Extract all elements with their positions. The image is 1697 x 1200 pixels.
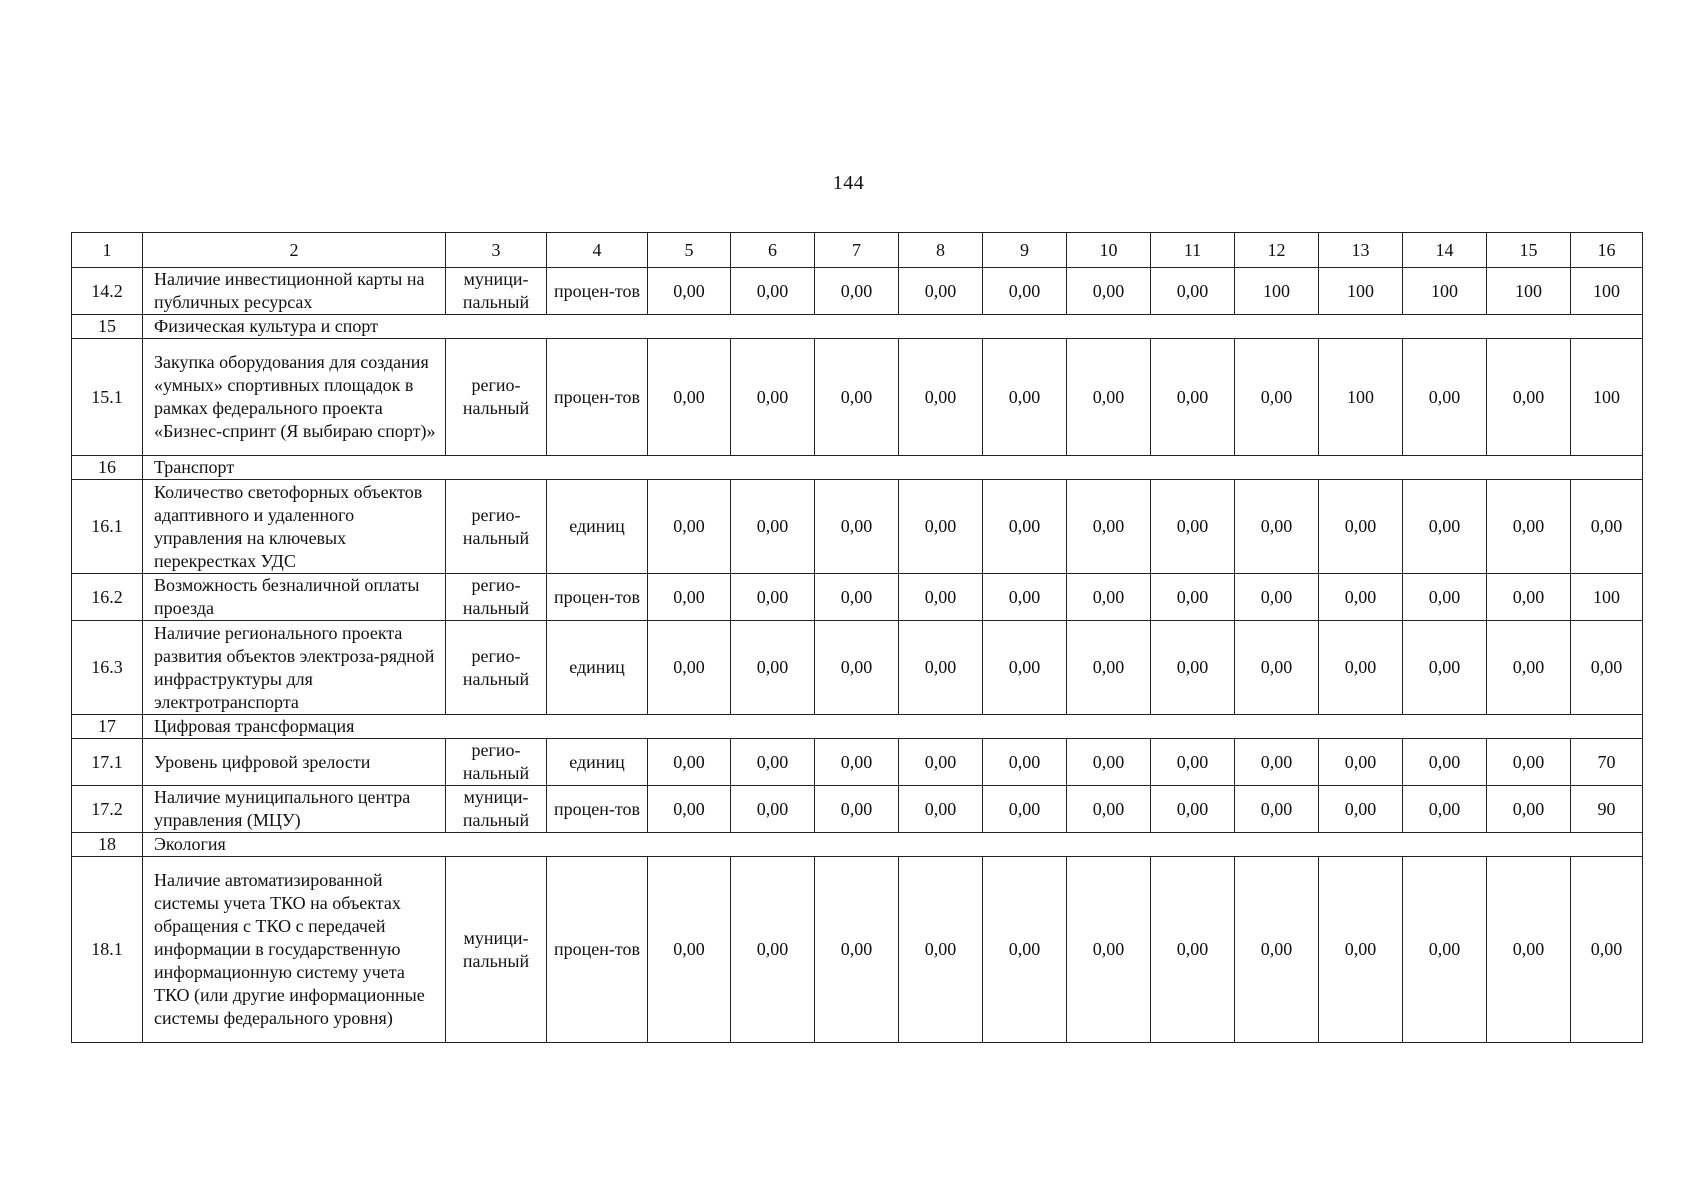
indicator-level: муници-пальный bbox=[446, 786, 547, 833]
value-cell: 0,00 bbox=[1403, 786, 1487, 833]
column-header: 11 bbox=[1151, 233, 1235, 268]
value-cell: 0,00 bbox=[983, 480, 1067, 574]
value-cell: 0,00 bbox=[815, 268, 899, 315]
value-cell: 0,00 bbox=[731, 621, 815, 715]
indicator-name: Наличие инвестиционной карты на публичных ресурсах bbox=[143, 268, 446, 315]
value-cell: 0,00 bbox=[648, 574, 731, 621]
value-cell: 0,00 bbox=[899, 739, 983, 786]
value-cell: 100 bbox=[1571, 268, 1643, 315]
table-row bbox=[72, 621, 1643, 715]
section-number: 18 bbox=[72, 833, 143, 857]
value-cell: 0,00 bbox=[648, 739, 731, 786]
column-header: 6 bbox=[731, 233, 815, 268]
value-cell: 0,00 bbox=[731, 857, 815, 1043]
section-row bbox=[72, 715, 1643, 739]
section-number: 17 bbox=[72, 715, 143, 739]
value-cell: 0,00 bbox=[1487, 739, 1571, 786]
value-cell: 0,00 bbox=[1067, 574, 1151, 621]
value-cell: 0,00 bbox=[1487, 857, 1571, 1043]
value-cell: 0,00 bbox=[648, 786, 731, 833]
section-title: Экология bbox=[143, 833, 1643, 857]
header-row bbox=[72, 233, 1643, 268]
value-cell: 0,00 bbox=[731, 480, 815, 574]
value-cell: 0,00 bbox=[648, 339, 731, 456]
unit-of-measure: единиц bbox=[547, 739, 648, 786]
value-cell: 0,00 bbox=[815, 739, 899, 786]
value-cell: 0,00 bbox=[1319, 786, 1403, 833]
value-cell: 0,00 bbox=[899, 857, 983, 1043]
indicator-table bbox=[71, 232, 1643, 1043]
indicator-level: муници-пальный bbox=[446, 268, 547, 315]
value-cell: 0,00 bbox=[1235, 739, 1319, 786]
section-row bbox=[72, 833, 1643, 857]
value-cell: 0,00 bbox=[1151, 621, 1235, 715]
value-cell: 0,00 bbox=[1151, 786, 1235, 833]
table-row bbox=[72, 268, 1643, 315]
unit-of-measure: единиц bbox=[547, 480, 648, 574]
value-cell: 0,00 bbox=[1151, 268, 1235, 315]
value-cell: 0,00 bbox=[1151, 857, 1235, 1043]
column-header: 15 bbox=[1487, 233, 1571, 268]
value-cell: 0,00 bbox=[983, 857, 1067, 1043]
section-number: 15 bbox=[72, 315, 143, 339]
value-cell: 0,00 bbox=[648, 621, 731, 715]
value-cell: 0,00 bbox=[1487, 574, 1571, 621]
value-cell: 0,00 bbox=[731, 739, 815, 786]
value-cell: 0,00 bbox=[983, 268, 1067, 315]
table-row bbox=[72, 857, 1643, 1043]
column-header: 3 bbox=[446, 233, 547, 268]
value-cell: 0,00 bbox=[1403, 739, 1487, 786]
value-cell: 0,00 bbox=[1067, 480, 1151, 574]
value-cell: 0,00 bbox=[1067, 268, 1151, 315]
value-cell: 0,00 bbox=[899, 574, 983, 621]
value-cell: 0,00 bbox=[731, 339, 815, 456]
unit-of-measure: процен-тов bbox=[547, 857, 648, 1043]
value-cell: 100 bbox=[1235, 268, 1319, 315]
column-header: 10 bbox=[1067, 233, 1151, 268]
value-cell: 0,00 bbox=[1403, 574, 1487, 621]
value-cell: 0,00 bbox=[899, 268, 983, 315]
column-header: 5 bbox=[648, 233, 731, 268]
value-cell: 100 bbox=[1319, 268, 1403, 315]
row-number: 15.1 bbox=[72, 339, 143, 456]
value-cell: 0,00 bbox=[1319, 857, 1403, 1043]
value-cell: 0,00 bbox=[1151, 339, 1235, 456]
column-header: 1 bbox=[72, 233, 143, 268]
value-cell: 0,00 bbox=[731, 574, 815, 621]
value-cell: 0,00 bbox=[1487, 480, 1571, 574]
value-cell: 0,00 bbox=[815, 857, 899, 1043]
value-cell: 0,00 bbox=[1487, 786, 1571, 833]
value-cell: 0,00 bbox=[1403, 339, 1487, 456]
value-cell: 0,00 bbox=[899, 339, 983, 456]
value-cell: 0,00 bbox=[815, 574, 899, 621]
value-cell: 100 bbox=[1571, 339, 1643, 456]
value-cell: 90 bbox=[1571, 786, 1643, 833]
column-header: 13 bbox=[1319, 233, 1403, 268]
section-row bbox=[72, 315, 1643, 339]
unit-of-measure: единиц bbox=[547, 621, 648, 715]
value-cell: 0,00 bbox=[648, 480, 731, 574]
value-cell: 0,00 bbox=[1067, 739, 1151, 786]
row-number: 16.3 bbox=[72, 621, 143, 715]
value-cell: 0,00 bbox=[731, 786, 815, 833]
value-cell: 0,00 bbox=[1235, 621, 1319, 715]
value-cell: 0,00 bbox=[731, 268, 815, 315]
row-number: 16.1 bbox=[72, 480, 143, 574]
indicator-level: муници-пальный bbox=[446, 857, 547, 1043]
indicator-level: регио-нальный bbox=[446, 621, 547, 715]
section-title: Транспорт bbox=[143, 456, 1643, 480]
table-row bbox=[72, 786, 1643, 833]
row-number: 18.1 bbox=[72, 857, 143, 1043]
value-cell: 0,00 bbox=[815, 480, 899, 574]
value-cell: 0,00 bbox=[899, 480, 983, 574]
value-cell: 0,00 bbox=[815, 786, 899, 833]
row-number: 16.2 bbox=[72, 574, 143, 621]
value-cell: 0,00 bbox=[983, 621, 1067, 715]
value-cell: 0,00 bbox=[1403, 621, 1487, 715]
column-header: 2 bbox=[143, 233, 446, 268]
value-cell: 0,00 bbox=[1571, 621, 1643, 715]
unit-of-measure: процен-тов bbox=[547, 268, 648, 315]
indicator-name: Уровень цифровой зрелости bbox=[143, 739, 446, 786]
value-cell: 0,00 bbox=[1235, 786, 1319, 833]
value-cell: 0,00 bbox=[983, 339, 1067, 456]
indicator-name: Возможность безналичной оплаты проезда bbox=[143, 574, 446, 621]
unit-of-measure: процен-тов bbox=[547, 339, 648, 456]
value-cell: 0,00 bbox=[1235, 857, 1319, 1043]
row-number: 17.2 bbox=[72, 786, 143, 833]
indicator-name: Наличие автоматизированной системы учета ТКО на объектах обращения с ТКО с передачей информации в государственную информационную систему учета ТКО (или другие информационные системы федерального уровня) bbox=[143, 857, 446, 1043]
value-cell: 0,00 bbox=[815, 339, 899, 456]
value-cell: 0,00 bbox=[1235, 574, 1319, 621]
indicator-name: Закупка оборудования для создания «умных» спортивных площадок в рамках федерального проекта «Бизнес-спринт (Я выбираю спорт)» bbox=[143, 339, 446, 456]
value-cell: 0,00 bbox=[1235, 480, 1319, 574]
value-cell: 0,00 bbox=[1403, 480, 1487, 574]
section-title: Цифровая трансформация bbox=[143, 715, 1643, 739]
value-cell: 0,00 bbox=[983, 786, 1067, 833]
unit-of-measure: процен-тов bbox=[547, 574, 648, 621]
value-cell: 0,00 bbox=[1487, 621, 1571, 715]
column-header: 9 bbox=[983, 233, 1067, 268]
value-cell: 100 bbox=[1403, 268, 1487, 315]
column-header: 12 bbox=[1235, 233, 1319, 268]
section-number: 16 bbox=[72, 456, 143, 480]
column-header: 14 bbox=[1403, 233, 1487, 268]
value-cell: 100 bbox=[1487, 268, 1571, 315]
value-cell: 0,00 bbox=[1571, 857, 1643, 1043]
indicator-level: регио-нальный bbox=[446, 574, 547, 621]
value-cell: 0,00 bbox=[1235, 339, 1319, 456]
column-header: 16 bbox=[1571, 233, 1643, 268]
value-cell: 0,00 bbox=[648, 268, 731, 315]
value-cell: 0,00 bbox=[1067, 339, 1151, 456]
unit-of-measure: процен-тов bbox=[547, 786, 648, 833]
indicator-level: регио-нальный bbox=[446, 739, 547, 786]
table-row bbox=[72, 739, 1643, 786]
value-cell: 0,00 bbox=[1403, 857, 1487, 1043]
row-number: 17.1 bbox=[72, 739, 143, 786]
value-cell: 0,00 bbox=[1319, 621, 1403, 715]
value-cell: 0,00 bbox=[1151, 574, 1235, 621]
value-cell: 0,00 bbox=[1067, 857, 1151, 1043]
value-cell: 0,00 bbox=[1151, 739, 1235, 786]
indicator-name: Количество светофорных объектов адаптивного и удаленного управления на ключевых перекрестках УДС bbox=[143, 480, 446, 574]
value-cell: 0,00 bbox=[899, 786, 983, 833]
value-cell: 0,00 bbox=[1571, 480, 1643, 574]
column-header: 8 bbox=[899, 233, 983, 268]
page-number: 144 bbox=[832, 172, 865, 194]
column-header: 4 bbox=[547, 233, 648, 268]
indicator-name: Наличие муниципального центра управления (МЦУ) bbox=[143, 786, 446, 833]
indicator-level: регио-нальный bbox=[446, 480, 547, 574]
value-cell: 0,00 bbox=[1067, 621, 1151, 715]
value-cell: 70 bbox=[1571, 739, 1643, 786]
value-cell: 0,00 bbox=[1319, 574, 1403, 621]
indicator-name: Наличие регионального проекта развития объектов электроза-рядной инфраструктуры для электротранспорта bbox=[143, 621, 446, 715]
value-cell: 0,00 bbox=[1319, 739, 1403, 786]
value-cell: 100 bbox=[1571, 574, 1643, 621]
table-row bbox=[72, 574, 1643, 621]
value-cell: 0,00 bbox=[815, 621, 899, 715]
value-cell: 0,00 bbox=[983, 739, 1067, 786]
value-cell: 0,00 bbox=[648, 857, 731, 1043]
row-number: 14.2 bbox=[72, 268, 143, 315]
value-cell: 100 bbox=[1319, 339, 1403, 456]
value-cell: 0,00 bbox=[1487, 339, 1571, 456]
value-cell: 0,00 bbox=[1319, 480, 1403, 574]
value-cell: 0,00 bbox=[983, 574, 1067, 621]
column-header: 7 bbox=[815, 233, 899, 268]
table-row bbox=[72, 480, 1643, 574]
value-cell: 0,00 bbox=[1151, 480, 1235, 574]
section-title: Физическая культура и спорт bbox=[143, 315, 1643, 339]
value-cell: 0,00 bbox=[1067, 786, 1151, 833]
section-row bbox=[72, 456, 1643, 480]
table-row bbox=[72, 339, 1643, 456]
indicator-level: регио-нальный bbox=[446, 339, 547, 456]
value-cell: 0,00 bbox=[899, 621, 983, 715]
